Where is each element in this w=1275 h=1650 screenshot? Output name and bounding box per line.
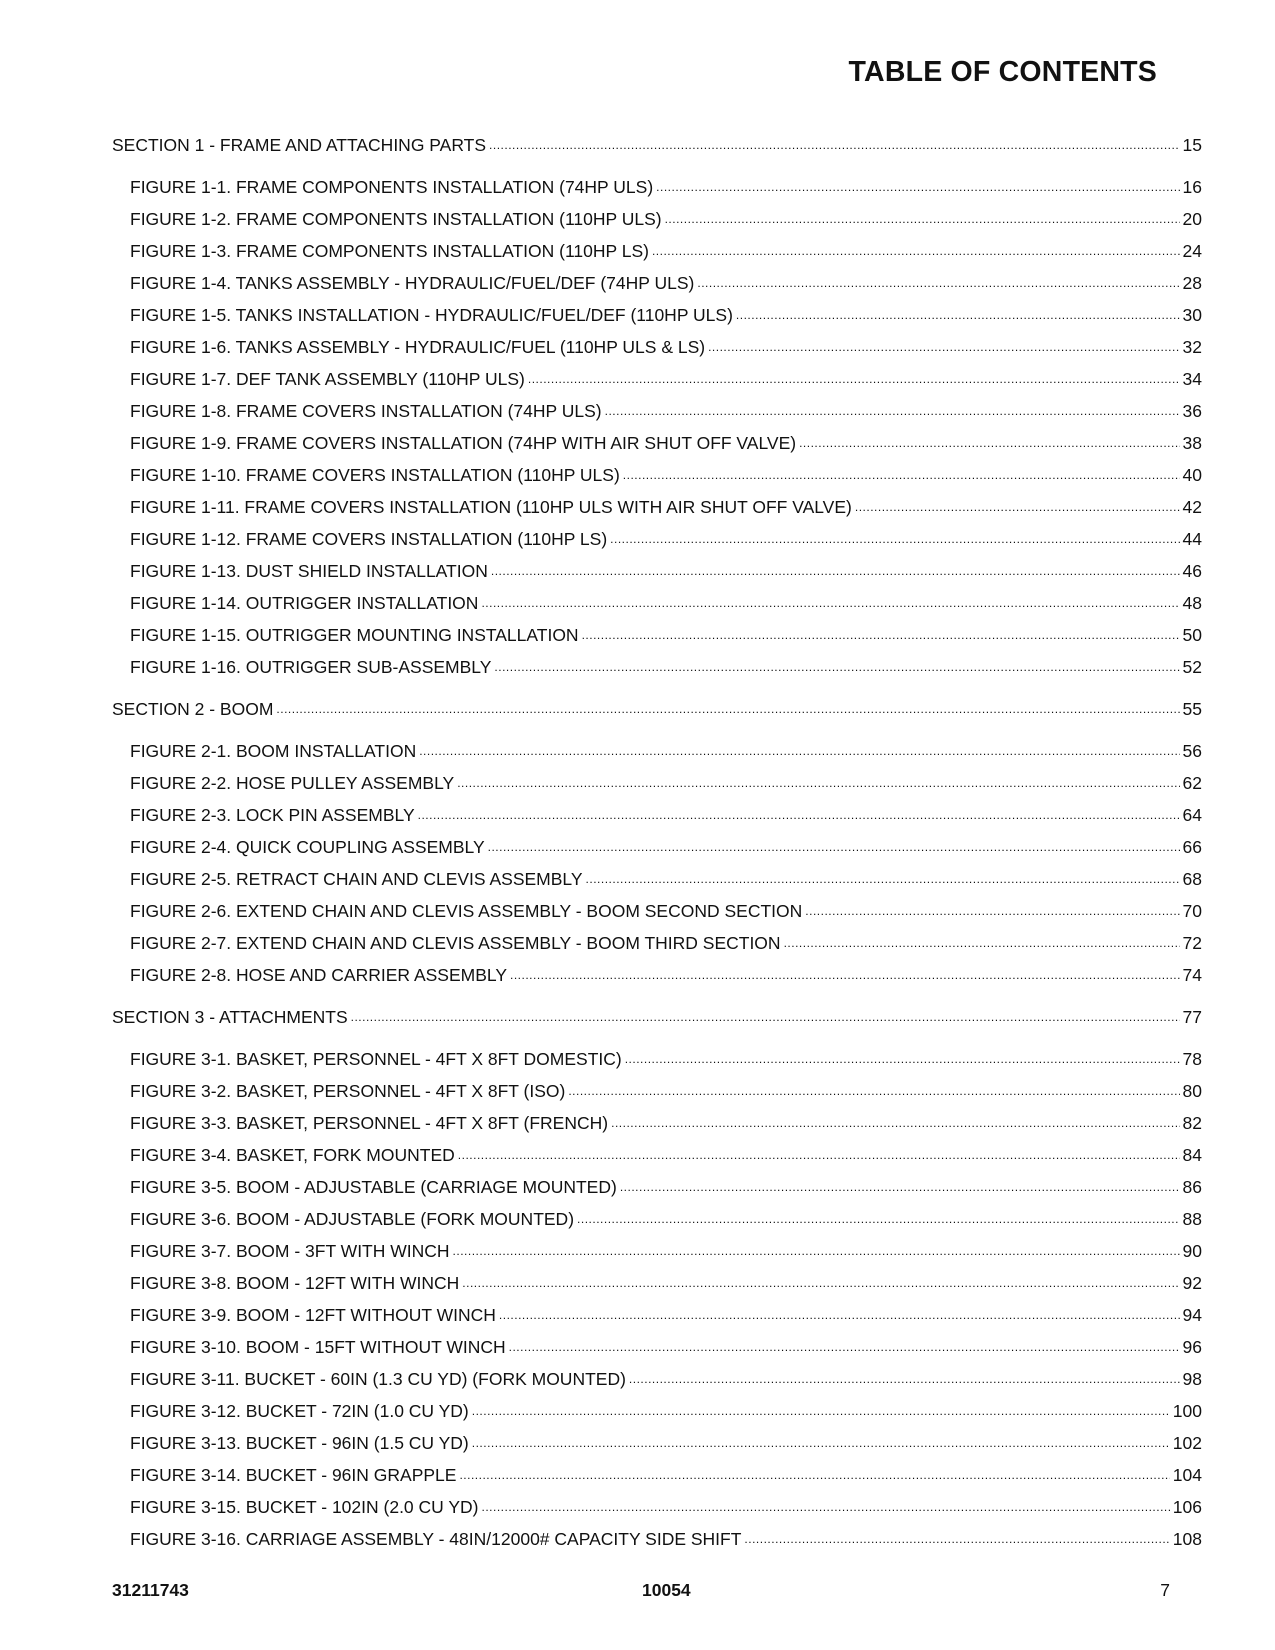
- toc-figure-title: FIGURE 3-6. BOOM - ADJUSTABLE (FORK MOUNTED): [130, 1209, 575, 1229]
- toc-leader-dots: [491, 556, 1180, 577]
- toc-page-number: 46: [1182, 561, 1202, 581]
- toc-leader-dots: [610, 524, 1179, 545]
- toc-leader-dots: [736, 300, 1180, 321]
- toc-figure-entry[interactable]: [112, 332, 1202, 364]
- toc-figure-title: FIGURE 3-9. BOOM - 12FT WITHOUT WINCH: [130, 1305, 496, 1325]
- toc-leader-dots: [472, 1428, 1170, 1449]
- toc-leader-dots: [805, 896, 1179, 917]
- toc-figure-entry[interactable]: [112, 172, 1202, 204]
- toc-leader-dots: [528, 364, 1180, 385]
- toc-figure-entry[interactable]: [112, 364, 1202, 396]
- toc-figure-title: FIGURE 1-16. OUTRIGGER SUB-ASSEMBLY: [130, 657, 492, 677]
- toc-page-number: 94: [1182, 1305, 1202, 1325]
- toc-section-title: SECTION 1 - FRAME AND ATTACHING PARTS: [112, 135, 487, 155]
- toc-figure-entry[interactable]: [112, 300, 1202, 332]
- toc-figure-title: FIGURE 2-1. BOOM INSTALLATION: [130, 741, 417, 761]
- toc-figure-title: FIGURE 3-15. BUCKET - 102IN (2.0 CU YD): [130, 1497, 479, 1517]
- toc-figure-entry[interactable]: [112, 1428, 1202, 1460]
- toc-page-number: 40: [1182, 465, 1202, 485]
- toc-figure-title: FIGURE 1-9. FRAME COVERS INSTALLATION (74HP WITH AIR SHUT OFF VALVE): [130, 433, 797, 453]
- toc-figure-title: FIGURE 1-15. OUTRIGGER MOUNTING INSTALLATION: [130, 625, 579, 645]
- toc-figure-entry[interactable]: [112, 524, 1202, 556]
- toc-figure-title: FIGURE 3-10. BOOM - 15FT WITHOUT WINCH: [130, 1337, 506, 1357]
- toc-figure-entry[interactable]: [112, 768, 1202, 800]
- toc-leader-dots: [586, 864, 1180, 885]
- toc-leader-dots: [665, 204, 1180, 225]
- toc-page-number: 90: [1182, 1241, 1202, 1261]
- toc-page-number: 56: [1182, 741, 1202, 761]
- toc-leader-dots: [744, 1524, 1169, 1545]
- toc-figure-entry[interactable]: [112, 1236, 1202, 1268]
- toc-page-number: 32: [1182, 337, 1202, 357]
- toc-figure-title: FIGURE 1-13. DUST SHIELD INSTALLATION: [130, 561, 488, 581]
- toc-page-number: 88: [1182, 1209, 1202, 1229]
- toc-page-number: 38: [1182, 433, 1202, 453]
- toc-leader-dots: [453, 1236, 1180, 1257]
- toc-figure-title: FIGURE 3-16. CARRIAGE ASSEMBLY - 48IN/12000# CAPACITY SIDE SHIFT: [130, 1529, 742, 1549]
- toc-figure-title: FIGURE 1-6. TANKS ASSEMBLY - HYDRAULIC/FUEL (110HP ULS & LS): [130, 337, 706, 357]
- toc-page-number: 106: [1172, 1497, 1202, 1517]
- toc-leader-dots: [611, 1108, 1179, 1129]
- toc-figure-title: FIGURE 2-4. QUICK COUPLING ASSEMBLY: [130, 837, 485, 857]
- toc-leader-dots: [623, 460, 1180, 481]
- toc-page-number: 30: [1182, 305, 1202, 325]
- toc-page-number: 100: [1172, 1401, 1202, 1421]
- toc-figure-entry[interactable]: [112, 864, 1202, 896]
- toc-figure-entry[interactable]: [112, 800, 1202, 832]
- toc-figure-entry[interactable]: [112, 236, 1202, 268]
- toc-figure-entry[interactable]: [112, 652, 1202, 684]
- footer-doc-number: 31211743: [112, 1580, 189, 1600]
- toc-leader-dots: [855, 492, 1180, 513]
- toc-figure-title: FIGURE 3-13. BUCKET - 96IN (1.5 CU YD): [130, 1433, 469, 1453]
- toc-figure-title: FIGURE 3-7. BOOM - 3FT WITH WINCH: [130, 1241, 450, 1261]
- toc-page-number: 20: [1182, 209, 1202, 229]
- toc-figure-entry[interactable]: [112, 1396, 1202, 1428]
- toc-figure-title: FIGURE 1-12. FRAME COVERS INSTALLATION (110HP LS): [130, 529, 608, 549]
- toc-page-number: 98: [1182, 1369, 1202, 1389]
- toc-figure-title: FIGURE 2-2. HOSE PULLEY ASSEMBLY: [130, 773, 455, 793]
- toc-section-entry[interactable]: [112, 130, 1202, 162]
- toc-figure-entry[interactable]: [112, 1524, 1202, 1556]
- toc-page-number: 66: [1182, 837, 1202, 857]
- toc-page-number: 48: [1182, 593, 1202, 613]
- toc-leader-dots: [494, 652, 1179, 673]
- toc-leader-dots: [351, 1002, 1180, 1023]
- toc-page-number: 68: [1182, 869, 1202, 889]
- toc-page-number: 44: [1182, 529, 1202, 549]
- footer-page-number: 7: [1160, 1580, 1170, 1600]
- toc-figure-title: FIGURE 1-5. TANKS INSTALLATION - HYDRAULIC/FUEL/DEF (110HP ULS): [130, 305, 733, 325]
- toc-figure-entry[interactable]: [112, 1108, 1202, 1140]
- toc-figure-entry[interactable]: [112, 1140, 1202, 1172]
- toc-figure-entry[interactable]: [112, 428, 1202, 460]
- footer-model: 10054: [642, 1580, 691, 1600]
- toc-page-number: 36: [1182, 401, 1202, 421]
- toc-page-number: 72: [1182, 933, 1202, 953]
- toc-figure-title: FIGURE 3-8. BOOM - 12FT WITH WINCH: [130, 1273, 460, 1293]
- toc-leader-dots: [784, 928, 1180, 949]
- toc-leader-dots: [418, 800, 1180, 821]
- toc-figure-entry[interactable]: [112, 1300, 1202, 1332]
- toc-leader-dots: [489, 130, 1180, 151]
- toc-page-number: 15: [1182, 135, 1202, 155]
- toc-figure-title: FIGURE 2-6. EXTEND CHAIN AND CLEVIS ASSEMBLY - BOOM SECOND SECTION: [130, 901, 803, 921]
- toc-page-number: 84: [1182, 1145, 1202, 1165]
- toc-figure-entry[interactable]: [112, 492, 1202, 524]
- toc-leader-dots: [577, 1204, 1180, 1225]
- toc-leader-dots: [799, 428, 1179, 449]
- toc-figure-entry[interactable]: [112, 896, 1202, 928]
- toc-figure-entry[interactable]: [112, 396, 1202, 428]
- toc-leader-dots: [625, 1044, 1180, 1065]
- toc-page-number: 74: [1182, 965, 1202, 985]
- toc-figure-title: FIGURE 3-4. BASKET, FORK MOUNTED: [130, 1145, 455, 1165]
- toc-leader-dots: [276, 694, 1179, 715]
- toc-figure-title: FIGURE 2-3. LOCK PIN ASSEMBLY: [130, 805, 415, 825]
- toc-page-number: 96: [1182, 1337, 1202, 1357]
- toc-leader-dots: [656, 172, 1179, 193]
- toc-leader-dots: [472, 1396, 1170, 1417]
- toc-leader-dots: [481, 588, 1179, 609]
- toc-figure-title: FIGURE 3-11. BUCKET - 60IN (1.3 CU YD) (FORK MOUNTED): [130, 1369, 626, 1389]
- toc-page-number: 34: [1182, 369, 1202, 389]
- toc-leader-dots: [629, 1364, 1180, 1385]
- toc-figure-title: FIGURE 1-14. OUTRIGGER INSTALLATION: [130, 593, 479, 613]
- toc-figure-title: FIGURE 1-7. DEF TANK ASSEMBLY (110HP ULS): [130, 369, 525, 389]
- page-title: TABLE OF CONTENTS: [848, 56, 1157, 88]
- toc-figure-entry[interactable]: [112, 620, 1202, 652]
- toc-figure-title: FIGURE 3-1. BASKET, PERSONNEL - 4FT X 8FT DOMESTIC): [130, 1049, 622, 1069]
- toc-page-number: 102: [1172, 1433, 1202, 1453]
- page-footer: [112, 1580, 1202, 1602]
- toc-figure-title: FIGURE 1-10. FRAME COVERS INSTALLATION (110HP ULS): [130, 465, 620, 485]
- toc-page-number: 50: [1182, 625, 1202, 645]
- toc-leader-dots: [419, 736, 1179, 757]
- toc-page-number: 86: [1182, 1177, 1202, 1197]
- toc-page-number: 64: [1182, 805, 1202, 825]
- toc-leader-dots: [457, 768, 1179, 789]
- toc-figure-title: FIGURE 3-3. BASKET, PERSONNEL - 4FT X 8FT (FRENCH): [130, 1113, 609, 1133]
- toc-figure-entry[interactable]: [112, 556, 1202, 588]
- toc-figure-entry[interactable]: [112, 1492, 1202, 1524]
- toc-figure-entry[interactable]: [112, 1204, 1202, 1236]
- toc-page-number: 80: [1182, 1081, 1202, 1101]
- toc-section-entry[interactable]: [112, 1002, 1202, 1034]
- toc-page-number: 52: [1182, 657, 1202, 677]
- toc-figure-entry[interactable]: [112, 204, 1202, 236]
- toc-leader-dots: [481, 1492, 1169, 1513]
- toc-page-number: 55: [1182, 699, 1202, 719]
- toc-figure-title: FIGURE 1-11. FRAME COVERS INSTALLATION (110HP ULS WITH AIR SHUT OFF VALVE): [130, 497, 852, 517]
- toc-page-number: 70: [1182, 901, 1202, 921]
- toc-figure-title: FIGURE 2-8. HOSE AND CARRIER ASSEMBLY: [130, 965, 507, 985]
- toc-figure-entry[interactable]: [112, 928, 1202, 960]
- toc-figure-title: FIGURE 3-14. BUCKET - 96IN GRAPPLE: [130, 1465, 457, 1485]
- toc-figure-entry[interactable]: [112, 1364, 1202, 1396]
- toc-page-number: 28: [1182, 273, 1202, 293]
- toc-figure-entry[interactable]: [112, 1332, 1202, 1364]
- toc-leader-dots: [605, 396, 1180, 417]
- toc-page-number: 92: [1182, 1273, 1202, 1293]
- toc-leader-dots: [620, 1172, 1180, 1193]
- toc-leader-dots: [462, 1268, 1179, 1289]
- toc-page-number: 42: [1182, 497, 1202, 517]
- toc-figure-entry[interactable]: [112, 460, 1202, 492]
- toc-leader-dots: [510, 960, 1180, 981]
- toc-leader-dots: [697, 268, 1179, 289]
- toc-leader-dots: [459, 1460, 1169, 1481]
- toc-leader-dots: [568, 1076, 1179, 1097]
- toc-page-number: 104: [1172, 1465, 1202, 1485]
- toc-page-number: 78: [1182, 1049, 1202, 1069]
- toc-figure-title: FIGURE 2-5. RETRACT CHAIN AND CLEVIS ASSEMBLY: [130, 869, 583, 889]
- toc-figure-entry[interactable]: [112, 736, 1202, 768]
- toc-section-title: SECTION 3 - ATTACHMENTS: [112, 1007, 348, 1027]
- toc-figure-title: FIGURE 1-1. FRAME COMPONENTS INSTALLATION (74HP ULS): [130, 177, 654, 197]
- toc-figure-title: FIGURE 1-8. FRAME COVERS INSTALLATION (74HP ULS): [130, 401, 602, 421]
- toc-figure-entry[interactable]: [112, 1268, 1202, 1300]
- toc-figure-entry[interactable]: [112, 588, 1202, 620]
- toc-section-entry[interactable]: [112, 694, 1202, 726]
- toc-page-number: 16: [1182, 177, 1202, 197]
- toc-leader-dots: [582, 620, 1180, 641]
- toc-leader-dots: [458, 1140, 1180, 1161]
- toc-figure-title: FIGURE 3-5. BOOM - ADJUSTABLE (CARRIAGE MOUNTED): [130, 1177, 617, 1197]
- toc-leader-dots: [499, 1300, 1180, 1321]
- table-of-contents: [112, 130, 1202, 1556]
- toc-figure-entry[interactable]: [112, 1044, 1202, 1076]
- toc-figure-entry[interactable]: [112, 1076, 1202, 1108]
- toc-page-number: 82: [1182, 1113, 1202, 1133]
- toc-figure-title: FIGURE 3-12. BUCKET - 72IN (1.0 CU YD): [130, 1401, 469, 1421]
- toc-figure-entry[interactable]: [112, 1172, 1202, 1204]
- toc-page-number: 24: [1182, 241, 1202, 261]
- toc-leader-dots: [509, 1332, 1180, 1353]
- toc-page-number: 62: [1182, 773, 1202, 793]
- toc-figure-title: FIGURE 1-4. TANKS ASSEMBLY - HYDRAULIC/FUEL/DEF (74HP ULS): [130, 273, 695, 293]
- toc-leader-dots: [652, 236, 1180, 257]
- toc-leader-dots: [488, 832, 1180, 853]
- toc-figure-entry[interactable]: [112, 960, 1202, 992]
- toc-figure-title: FIGURE 2-7. EXTEND CHAIN AND CLEVIS ASSEMBLY - BOOM THIRD SECTION: [130, 933, 781, 953]
- toc-figure-title: FIGURE 3-2. BASKET, PERSONNEL - 4FT X 8FT (ISO): [130, 1081, 566, 1101]
- toc-figure-title: FIGURE 1-3. FRAME COMPONENTS INSTALLATION (110HP LS): [130, 241, 649, 261]
- toc-leader-dots: [708, 332, 1179, 353]
- toc-figure-entry[interactable]: [112, 832, 1202, 864]
- toc-page-number: 77: [1182, 1007, 1202, 1027]
- toc-page-number: 108: [1172, 1529, 1202, 1549]
- toc-figure-entry[interactable]: [112, 268, 1202, 300]
- toc-figure-entry[interactable]: [112, 1460, 1202, 1492]
- toc-figure-title: FIGURE 1-2. FRAME COMPONENTS INSTALLATION (110HP ULS): [130, 209, 662, 229]
- toc-section-title: SECTION 2 - BOOM: [112, 699, 274, 719]
